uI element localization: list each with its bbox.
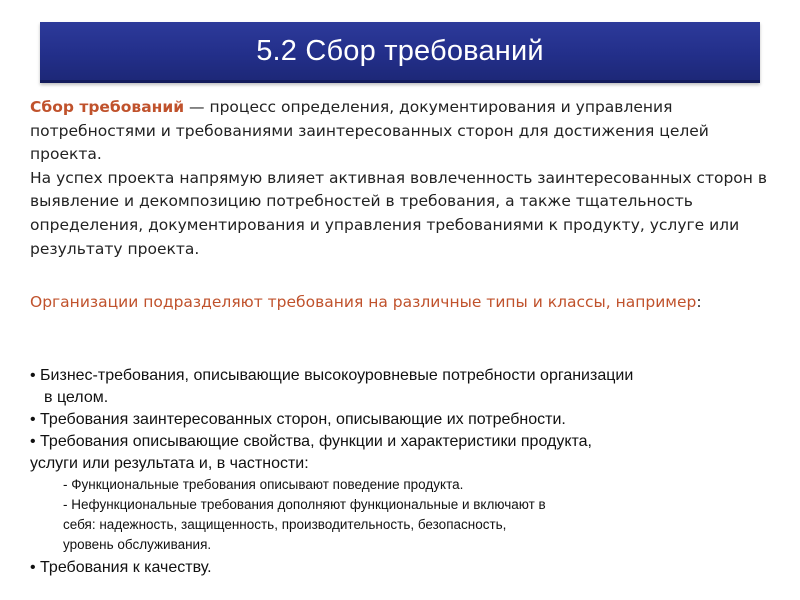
list-item-business-line1: • Бизнес-требования, описывающие высокоуровневые потребности организации [30, 367, 634, 384]
sublist-item-nonfunctional-line2: себя: надежность, защищенность, производительность, безопасность, [63, 517, 507, 532]
list-item-business [30, 365, 790, 409]
sublist-item-nonfunctional-line1: - Нефункциональные требования дополняют функциональные и включают в [63, 497, 546, 512]
list-item-quality: • Требования к качеству. [30, 559, 212, 576]
list-item-stakeholders: • Требования заинтересованных сторон, описывающие их потребности. [30, 411, 566, 428]
organizations-block [30, 290, 780, 314]
sublist-item-nonfunctional [30, 495, 790, 555]
requirements-list [30, 365, 790, 579]
organizations-colon: : [696, 293, 702, 311]
organizations-text: Организации подразделяют требования на различные типы и классы, например [30, 293, 697, 311]
sublist-item-functional: - Функциональные требования описывают поведение продукта. [63, 477, 464, 492]
definition-paragraph [30, 96, 780, 167]
list-item-product [30, 431, 790, 475]
definition-text: — процесс определения, документирования и управления потребностями и требованиями заинтересованных сторон для достижения целей проекта. [30, 98, 709, 164]
sublist-item-nonfunctional-line3: уровень обслуживания. [63, 537, 212, 552]
list-item-business-line2: в целом. [44, 389, 109, 406]
term-highlight: Сбор требований [30, 98, 185, 116]
list-item-product-line1: • Требования описывающие свойства, функции и характеристики продукта, [30, 433, 592, 450]
success-paragraph: На успех проекта напрямую влияет активная вовлеченность заинтересованных сторон в выявление и декомпозицию потребностей в требования, а также тщательность определения, документирования и управления требованиями к продукту, услуге или результату проекта. [30, 168, 767, 258]
intro-text-block [30, 96, 780, 261]
list-item-product-line2: услуги или результата и, в частности: [30, 455, 309, 472]
organizations-paragraph [30, 290, 780, 314]
slide-title: 5.2 Сбор требований [256, 34, 544, 67]
slide-title-bar [40, 22, 760, 83]
